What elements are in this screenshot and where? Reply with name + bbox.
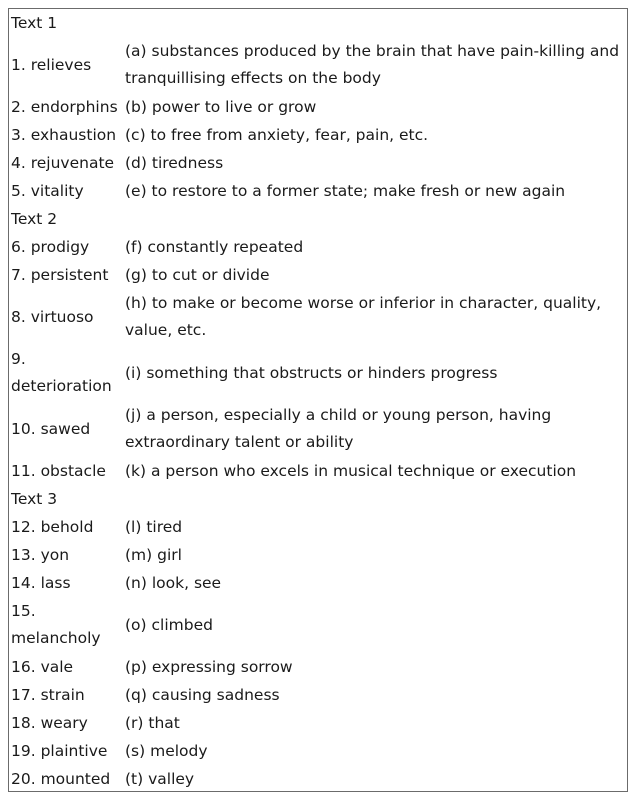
table-row: [9, 765, 627, 793]
term-cell: 5. vitality: [11, 181, 84, 200]
table-row: [9, 513, 627, 541]
table-row: [9, 541, 627, 569]
definition-cell: (j) a person, especially a child or young person, having extraordinary talent or ability: [125, 406, 552, 451]
section-title: Text 2: [11, 209, 58, 228]
table-row: [9, 233, 627, 261]
definition-cell: (a) substances produced by the brain that have pain-killing and tranquillising effects on the body: [125, 42, 620, 87]
term-cell: 18. weary: [11, 713, 88, 732]
table-row: [9, 709, 627, 737]
section-header-row: [9, 205, 627, 233]
vocabulary-matching-table: [9, 9, 627, 793]
section-header-row: [9, 485, 627, 513]
definition-cell: (q) causing sadness: [125, 685, 280, 704]
term-cell: 19. plaintive: [11, 741, 108, 760]
term-cell: 9. deterioration: [11, 350, 112, 395]
table-row: [9, 261, 627, 289]
definition-cell: (r) that: [125, 713, 180, 732]
term-cell: 14. lass: [11, 573, 71, 592]
section-header-row: [9, 9, 627, 37]
table-row: [9, 345, 627, 401]
table-row: [9, 681, 627, 709]
term-cell: 3. exhaustion: [11, 125, 117, 144]
table-row: [9, 121, 627, 149]
definition-cell: (s) melody: [125, 741, 208, 760]
table-row: [9, 737, 627, 765]
definition-cell: (f) constantly repeated: [125, 237, 304, 256]
definition-cell: (c) to free from anxiety, fear, pain, etc.: [125, 125, 429, 144]
definition-cell: (m) girl: [125, 545, 182, 564]
table-row: [9, 597, 627, 653]
table-row: [9, 457, 627, 485]
term-cell: 13. yon: [11, 545, 70, 564]
definition-cell: (i) something that obstructs or hinders progress: [125, 363, 498, 382]
term-cell: 4. rejuvenate: [11, 153, 115, 172]
term-cell: 16. vale: [11, 657, 74, 676]
definition-cell: (n) look, see: [125, 573, 222, 592]
term-cell: 12. behold: [11, 517, 94, 536]
table-row: [9, 149, 627, 177]
definition-cell: (p) expressing sorrow: [125, 657, 293, 676]
term-cell: 2. endorphins: [11, 97, 118, 116]
table-row: [9, 93, 627, 121]
definition-cell: (b) power to live or grow: [125, 97, 317, 116]
definition-cell: (t) valley: [125, 769, 195, 788]
definition-cell: (l) tired: [125, 517, 183, 536]
table-row: [9, 401, 627, 457]
table-row: [9, 569, 627, 597]
term-cell: 20. mounted: [11, 769, 111, 788]
definition-cell: (k) a person who excels in musical technique or execution: [125, 461, 577, 480]
term-cell: 15. melancholy: [11, 602, 101, 647]
term-cell: 10. sawed: [11, 419, 91, 438]
term-cell: 6. prodigy: [11, 237, 90, 256]
definition-cell: (g) to cut or divide: [125, 265, 270, 284]
term-cell: 17. strain: [11, 685, 85, 704]
definition-cell: (d) tiredness: [125, 153, 224, 172]
table-row: [9, 653, 627, 681]
table-row: [9, 177, 627, 205]
table-row: [9, 37, 627, 93]
section-title: Text 3: [11, 489, 58, 508]
section-title: Text 1: [11, 13, 58, 32]
vocabulary-table-frame: [8, 8, 628, 792]
definition-cell: (h) to make or become worse or inferior in character, quality, value, etc.: [125, 294, 602, 339]
term-cell: 11. obstacle: [11, 461, 106, 480]
term-cell: 8. virtuoso: [11, 307, 94, 326]
table-row: [9, 289, 627, 345]
definition-cell: (e) to restore to a former state; make fresh or new again: [125, 181, 566, 200]
term-cell: 7. persistent: [11, 265, 109, 284]
definition-cell: (o) climbed: [125, 615, 213, 634]
term-cell: 1. relieves: [11, 55, 92, 74]
